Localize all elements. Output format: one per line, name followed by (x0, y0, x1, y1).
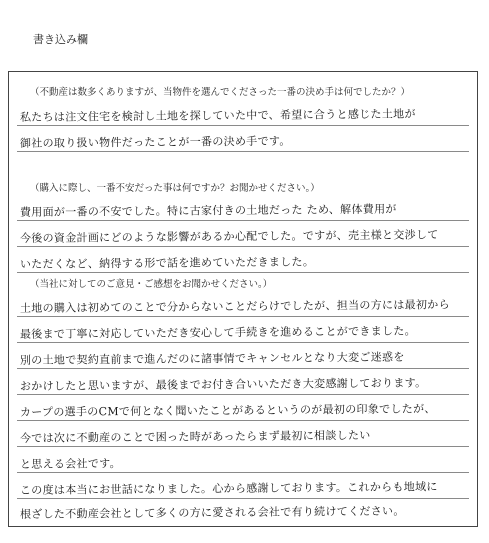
ruled-line (17, 446, 469, 447)
heading: 書き込み欄 (33, 33, 88, 46)
ruled-line (17, 342, 469, 343)
ruled-line (17, 472, 469, 473)
answer-line: 費用面が一番の不安でした。特に古家付きの土地だった ため、解体費用が (19, 202, 397, 220)
question-decision-factor: （不動産は数多くありますが、当物件を選んでくださった一番の決め手は何でしたか？） (30, 87, 411, 98)
answer-line: 私たちは注文住宅を検討し土地を探していた中で、希望に合うと感じた土地が (19, 107, 416, 125)
ruled-line (17, 151, 469, 152)
ruled-line (17, 368, 469, 369)
ruled-line (17, 420, 469, 421)
ruled-line (17, 394, 469, 395)
answer-line: 今では次に不動産のことで困った時があったらまず最初に相談したい (19, 428, 371, 446)
answer-line: おかけしたと思いますが、最後までお付き合いいただき大変感謝しております。 (19, 376, 427, 394)
ruled-line (17, 316, 469, 317)
ruled-line (17, 498, 469, 499)
answer-line: いただくなど、納得する形で話を進めていただきました。 (19, 255, 315, 272)
question-concern: （購入に際し、一番不安だった事は何ですか？お聞かせください。） (30, 183, 320, 194)
answer-line: 御社の取り扱い物件だったことが一番の決め手です。 (19, 134, 291, 151)
answer-line: 今後の資金計画にどのような影響があるか心配でした。ですが、売主様と交渉して (19, 228, 439, 246)
answer-line: この度は本当にお世話になりました。心から感謝しております。これからも地域に (19, 480, 438, 498)
answer-line: と思える会社です。 (19, 457, 121, 472)
answer-line: 別の土地で契約直前まで進んだのに諸事情でキャンセルとなり大変ご迷惑を (19, 350, 405, 368)
answer-line: 土地の購入は初めてのことで分からないことだらけでしたが、担当の方には最初から (19, 298, 450, 316)
ruled-line (17, 246, 469, 247)
answer-line: 根ざした不動産会社として多くの方に愛される会社で有り続けてください。 (19, 504, 405, 522)
ruled-line (17, 220, 469, 221)
ruled-line (17, 272, 469, 273)
ruled-line (17, 125, 469, 126)
answer-line: カープの選手のCMで何となく聞いたことがあるというのが最初の印象でしたが、 (19, 402, 436, 420)
question-feedback: （当社に対してのご意見・ご感想をお聞かせください。） (30, 279, 273, 290)
answer-line: 最後まで丁寧に対応していただき安心して手続きを進めることができました。 (19, 324, 417, 342)
